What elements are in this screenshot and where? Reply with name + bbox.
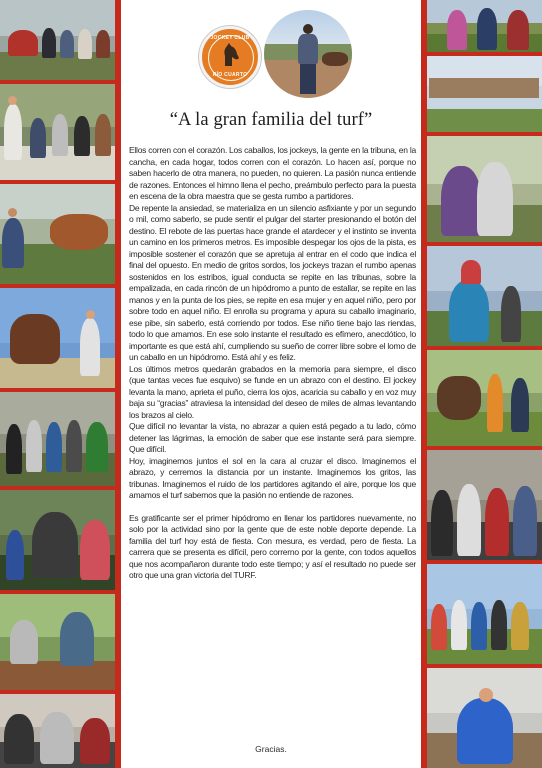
signoff: Gracias. [255, 744, 287, 754]
cheering-men-photo [0, 694, 115, 768]
article-panel [121, 0, 421, 768]
girl-running-photo [264, 10, 352, 98]
left-photo-strip [0, 0, 115, 768]
horse-groom-photo [0, 288, 115, 388]
grandstand-photo [427, 56, 542, 132]
article-title: “A la gran familia del turf” [169, 110, 373, 130]
group-table-photo [0, 84, 115, 180]
logo-text-bottom: RÍO CUARTO [212, 72, 248, 78]
child-shoulders-photo [427, 246, 542, 346]
paragraph: Que difícil no levantar la vista, no abrazar a quien está pegado a tu lado, cómo detener las lágrimas, la emoción de saber que ese instante será para siempre. Que difícil. [129, 421, 416, 454]
paragraph: Hoy, imaginemos juntos el sol en la cara al cruzar el disco. Imaginemos el abrazo, y cerremos la distancia por un instante. Imaginemos los gritos, las tribunas. Imaginemos el ruido de los partidores agitando el aire, porque los que amamos el turf sabemos que la pasión no entiende de razones. [129, 455, 416, 500]
paragraph: Ellos corren con el corazón. Los caballos, los jockeys, la gente en la tribuna, en la cancha, en cada hogar, todos corren con el corazón. Lo hacen así, porque no saben hacerlo de otra manera, no pueden, no quieren. La pasión nunca entiende de razones. Entonces el himno llena el pecho, preámbulo perfecto para la puesta en escena de la obra maestra que se gesta rumbo a partidores. [129, 145, 416, 201]
paragraph: Los últimos metros quedarán grabados en la memoria para siempre, el disco (que tantas veces fue esquivo) se funde en un abrazo con el destino. El jockey levanta la mano, aprieta el puño, cierra los ojos, acaricia su caballo y en voz muy baja su “gracias” atraviesa la intensidad del deseo de miles de almas levantando los brazos al cielo. [129, 363, 416, 420]
right-photo-strip [427, 0, 542, 768]
people-hug-photo [0, 490, 115, 590]
jockey-parade-photo [427, 350, 542, 446]
rider-horse-photo [0, 184, 115, 284]
jockey-club-logo [199, 26, 261, 88]
crowd-rail-photo [0, 392, 115, 486]
logo-text-top: JOCKEY CLUB [210, 35, 250, 41]
team-photo [427, 564, 542, 664]
bench-photo [0, 594, 115, 690]
couple-hug-photo [427, 136, 542, 242]
friends-group-photo [427, 450, 542, 560]
crowd-flag-photo [0, 0, 115, 80]
horse-head-icon [219, 42, 241, 68]
paragraph: De repente la ansiedad, se materializa en un silencio asfixiante y por un segundo o mil, como saberlo, se pude sentir el pulgar del starter presionando el botón del destino. El rebote de las puertas hace grande el atardecer y el instinto se inventa un camino en los primeros metros. Es imposible despegar los ojos de la pista, es imposible sostener el corazón que se apretuja al entrar en el codo que indica el final del opuesto. En medio de gritos sordos, los jockeys trazan el rumbo apenas sostenidos en los estribos, igual conducta se repite en las tribunas, sobre la empalizada, en cada rincón de un hipódromo a punto de estallar, se repite en las manos y en la punta de los pies, se repite en esa mujer y en aquel niño, pero por sobre todo en aquel niño. El enrolla su programa y apura su caballo imaginario, ese pibe, sin saberlo, está corriendo por todos. Ese niño tiene bajo las riendas, todo lo que amamos. En ese solo instante el resultado es efímero, anecdótico, lo importante es que está ahí, cumpliendo su sueño de correr libre sobre el lomo de un caballo en un hipódromo. Está ahí y es feliz. [129, 202, 416, 362]
article-body [129, 145, 416, 582]
jockey-celebration-photo [427, 668, 542, 768]
family-track-photo [427, 0, 542, 52]
paragraph: Es gratificante ser el primer hipódromo en llenar los partidores nuevamente, no solo por la actividad sino por la gente que de este noble deporte depende. La familia del turf hoy está de fiesta. Con mesura, es verdad, pero de fiesta. La carrera que se presenta es difícil, pero correrno por la gente, con todos aquellos que nos acompañaron durante todo este tiempo; y así el resultado no puede ser otro que una gran victoria del TURF. [129, 512, 416, 580]
